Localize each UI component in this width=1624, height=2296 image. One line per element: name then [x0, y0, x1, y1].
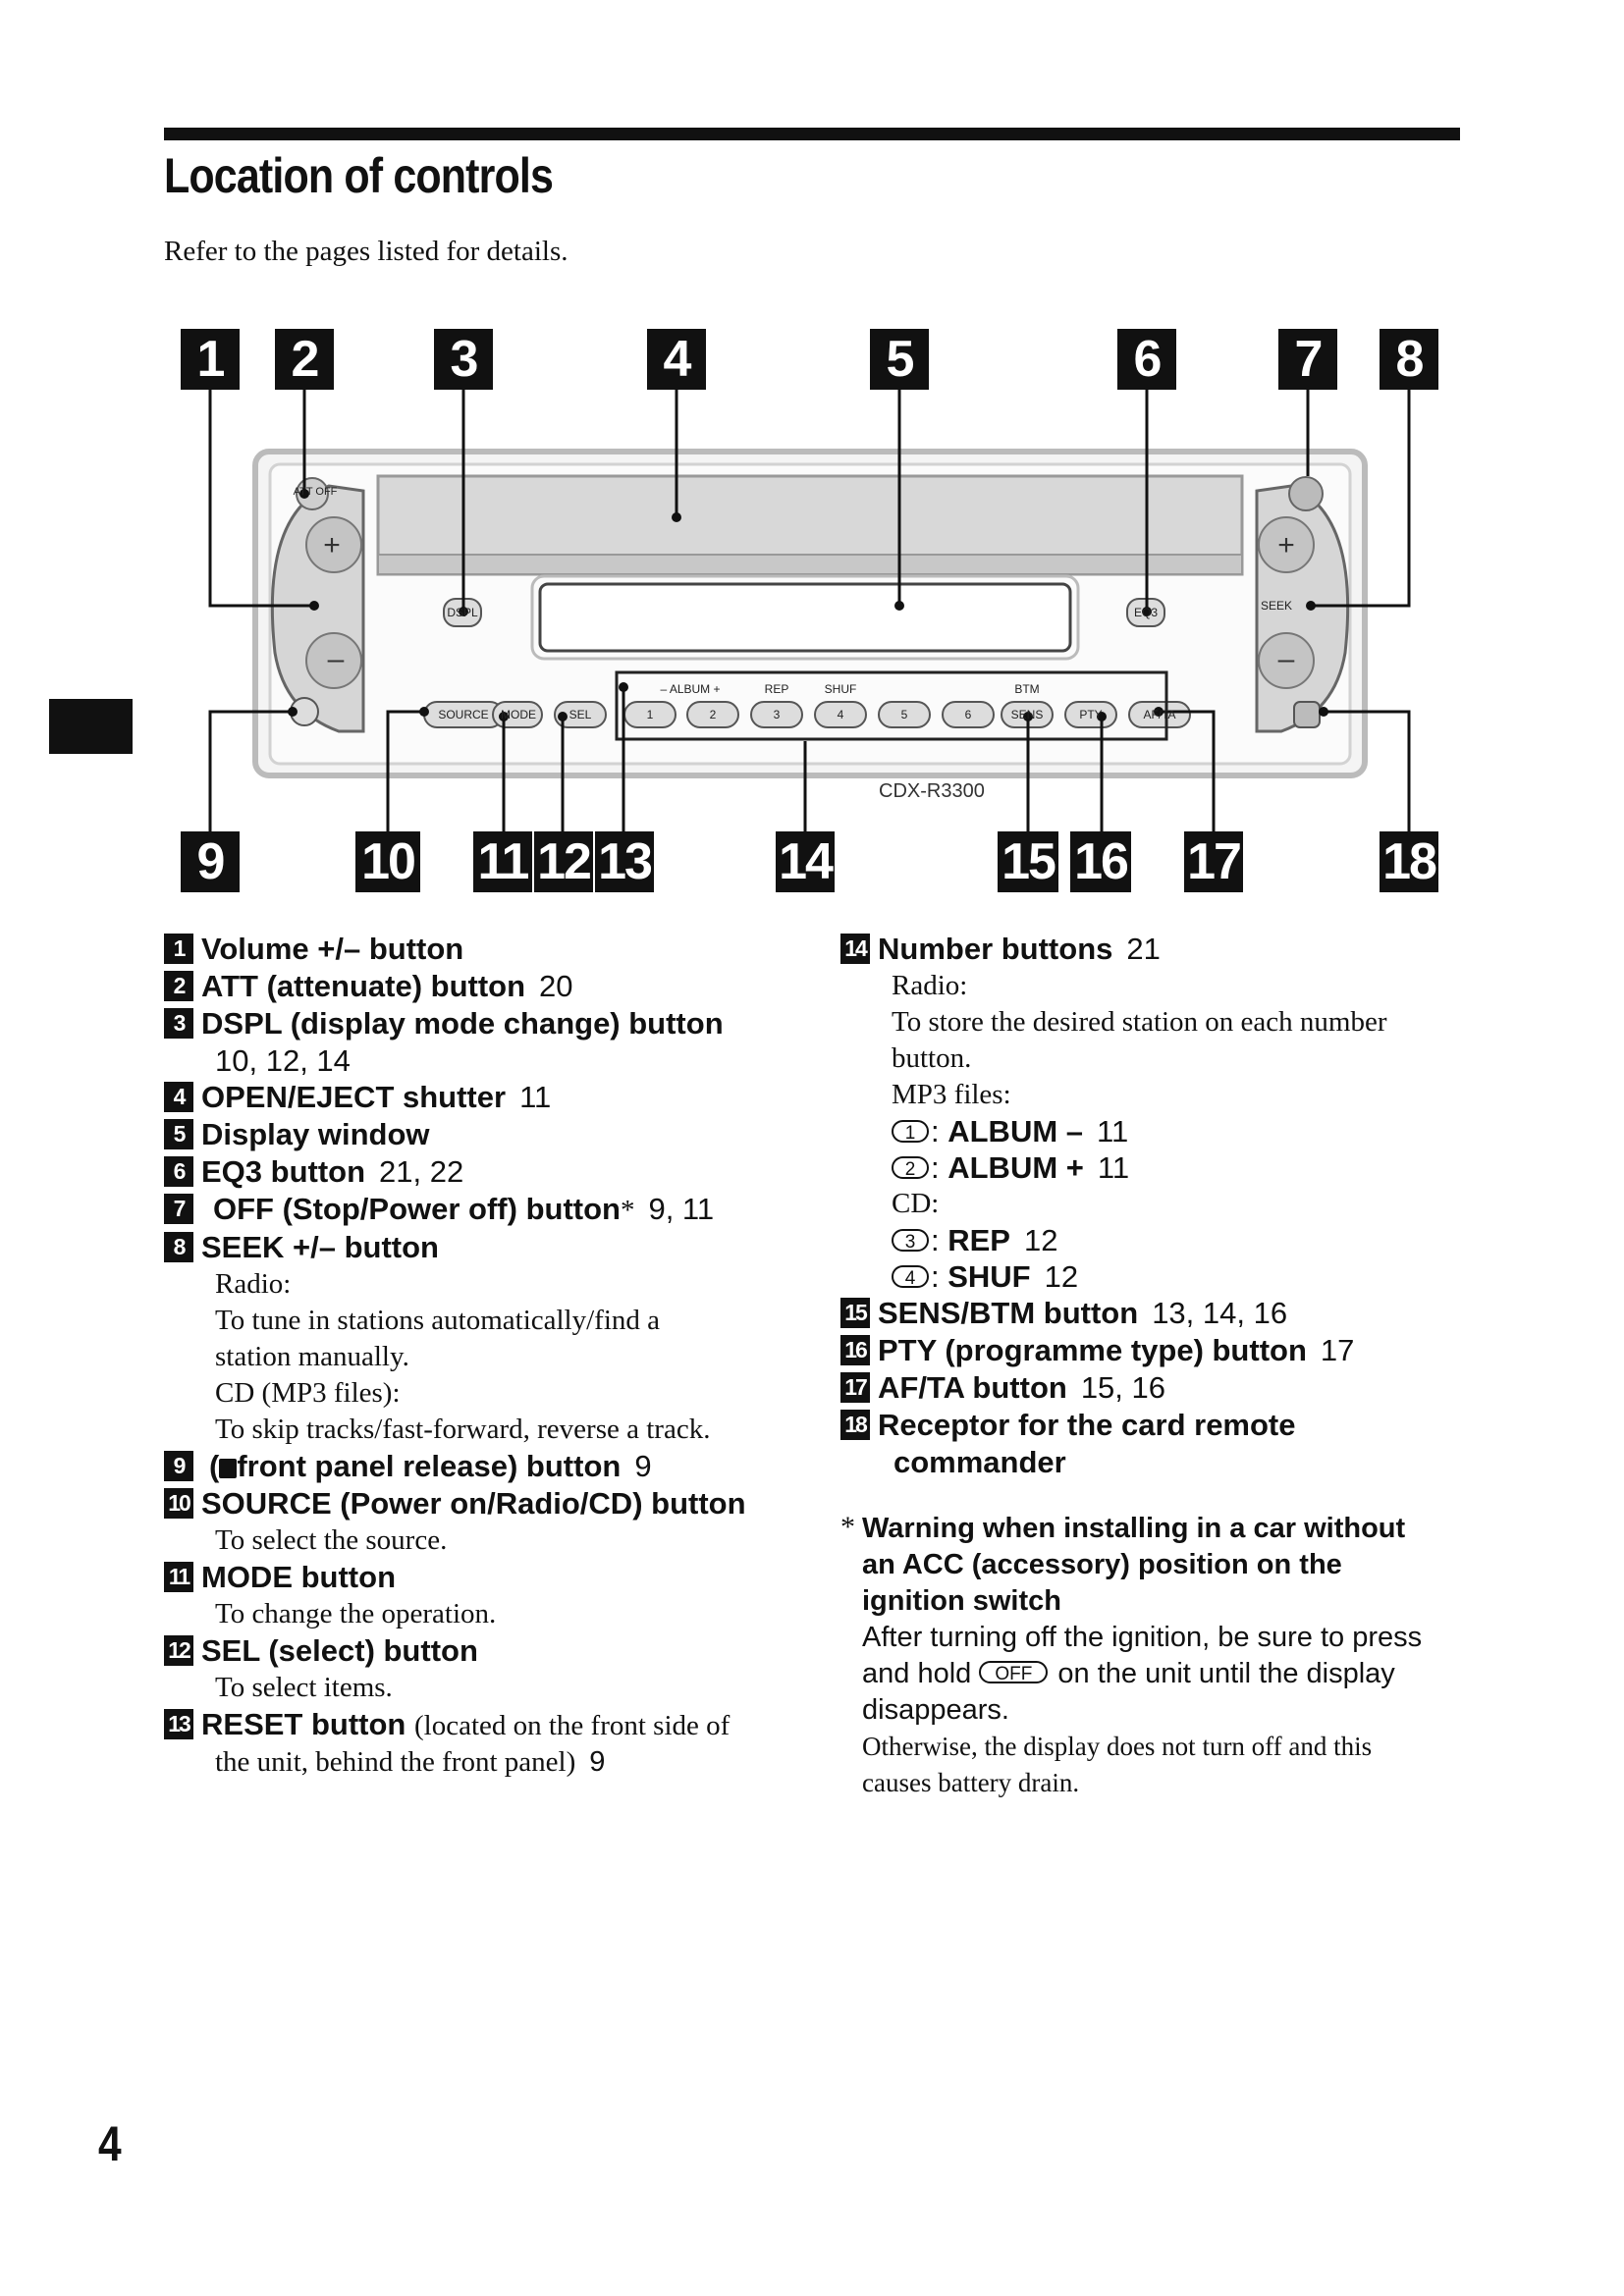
key-line-1: 1 : ALBUM – 11 [878, 1113, 1469, 1149]
item-title: SEEK +/– button [201, 1230, 439, 1264]
item-number: 12 [164, 1635, 193, 1666]
item-note: (located on the front side of [413, 1710, 731, 1741]
item-number: 1 [164, 934, 193, 964]
number-button-6-label: 6 [964, 708, 972, 721]
number-key-4-icon: 4 [892, 1265, 929, 1288]
item-title: SENS/BTM button [878, 1296, 1139, 1330]
shuf-label: SHUF [824, 682, 857, 696]
item-1 [164, 931, 792, 968]
key-line-3: 3 : REP 12 [878, 1222, 1469, 1258]
warning-body-line [862, 1656, 1469, 1692]
model-name: CDX-R3300 [879, 780, 985, 802]
item-desc: To change the operation. [215, 1598, 497, 1629]
item-13 [164, 1706, 792, 1781]
btm-label: BTM [1014, 682, 1040, 696]
item-pages: 12 [1044, 1259, 1079, 1294]
warning-text: on the unit until the display [1057, 1658, 1395, 1689]
item-pages: 10, 12, 14 [215, 1043, 351, 1078]
item-note-line: the unit, behind the front panel) [215, 1746, 576, 1778]
svg-text:–: – [1277, 643, 1295, 675]
callout-16: 16 [1070, 831, 1131, 892]
warning-note-text: Otherwise, the display does not turn off and this [862, 1732, 1373, 1761]
item-pages: 11 [519, 1080, 552, 1114]
warning-note-text: causes battery drain. [862, 1768, 1080, 1797]
item-title: Display window [201, 1117, 430, 1151]
warning-heading: an ACC (accessory) position on the [862, 1549, 1342, 1580]
item-number: 3 [164, 1008, 193, 1039]
album-label: – ALBUM + [660, 682, 721, 696]
item-title: SOURCE (Power on/Radio/CD) button [201, 1486, 746, 1521]
off-button-icon: OFF [979, 1661, 1048, 1683]
svg-text:+: + [1277, 529, 1295, 561]
callout-11: 11 [473, 831, 532, 892]
item-title: ATT (attenuate) button [201, 969, 526, 1003]
att-off-label: ATT OFF [293, 486, 338, 498]
item-number: 6 [164, 1156, 193, 1187]
callout-2: 2 [275, 329, 334, 390]
number-button-2-label: 2 [709, 708, 717, 721]
sel-label: SEL [568, 708, 592, 721]
item-number: 4 [164, 1082, 193, 1112]
item-9 [164, 1448, 792, 1485]
item-pages: 15, 16 [1080, 1370, 1166, 1405]
item-number: 7 [164, 1194, 193, 1224]
item-15 [840, 1295, 1469, 1332]
item-desc: station manually. [215, 1341, 409, 1372]
item-title-cont: commander [893, 1445, 1066, 1479]
item-number: 11 [164, 1562, 193, 1592]
number-key-3-icon: 3 [892, 1229, 929, 1252]
item-title: MODE button [201, 1560, 397, 1594]
number-key-2-icon: 2 [892, 1156, 929, 1179]
key-function: REP [947, 1223, 1010, 1257]
item-title: EQ3 button [201, 1154, 366, 1189]
item-title: front panel release) button [237, 1449, 622, 1483]
item-number: 17 [840, 1372, 870, 1403]
callout-14: 14 [776, 831, 835, 892]
item-desc: button. [892, 1042, 972, 1074]
item-number: 16 [840, 1335, 870, 1365]
item-pages: 11 [1097, 1150, 1130, 1185]
item-14 [840, 931, 1469, 1295]
item-title: PTY (programme type) button [878, 1333, 1307, 1367]
intro-text: Refer to the pages listed for details. [164, 236, 568, 267]
dspl-label: DSPL [447, 606, 478, 619]
item-desc: To select items. [215, 1672, 393, 1703]
item-pages: 9, 11 [648, 1192, 715, 1226]
callout-7: 7 [1278, 329, 1337, 390]
item-8 [164, 1229, 792, 1448]
left-column [164, 931, 792, 1781]
warning-heading: ignition switch [862, 1585, 1061, 1617]
callout-15: 15 [998, 831, 1058, 892]
item-title: DSPL (display mode change) button [201, 1006, 724, 1041]
item-12 [164, 1632, 792, 1706]
front-panel-release-icon [219, 1459, 237, 1478]
warning-text: and hold [862, 1658, 972, 1689]
callout-5: 5 [870, 329, 929, 390]
footnote-star: * [840, 1511, 855, 1543]
item-title: Volume +/– button [201, 932, 464, 966]
callout-12: 12 [534, 831, 593, 892]
item-title: OPEN/EJECT shutter [201, 1080, 507, 1114]
item-number: 10 [164, 1488, 193, 1519]
item-number: 8 [164, 1232, 193, 1262]
item-3 [164, 1005, 792, 1079]
page-title: Location of controls [164, 148, 554, 203]
rep-label: REP [764, 682, 789, 696]
callout-3: 3 [434, 329, 493, 390]
af-ta-label: AF/TA [1143, 708, 1176, 721]
callout-8: 8 [1380, 329, 1438, 390]
source-label: SOURCE [438, 708, 489, 721]
item-pages: 9 [589, 1746, 606, 1778]
item-title: RESET button [201, 1707, 406, 1741]
item-desc: MP3 files: [892, 1079, 1011, 1110]
callout-6: 6 [1117, 329, 1176, 390]
seek-label: SEEK [1260, 599, 1292, 613]
item-title: OFF (Stop/Power off) button [213, 1192, 621, 1226]
item-18 [840, 1407, 1469, 1481]
key-line-4: 4 : SHUF 12 [878, 1258, 1469, 1295]
item-desc: CD: [892, 1188, 940, 1219]
warning-body: disappears. [862, 1694, 1009, 1726]
item-pages: 21, 22 [379, 1154, 464, 1189]
eq3-label: EQ3 [1133, 606, 1158, 619]
mode-label: MODE [501, 708, 536, 721]
item-16 [840, 1332, 1469, 1369]
item-pages: 11 [1097, 1114, 1129, 1148]
item-number: 15 [840, 1298, 870, 1328]
item-number: 2 [164, 971, 193, 1001]
number-button-5-label: 5 [900, 708, 908, 721]
key-function: ALBUM – [947, 1114, 1084, 1148]
item-number: 18 [840, 1410, 870, 1440]
warning-body: After turning off the ignition, be sure to press [862, 1622, 1423, 1653]
item-pages: 13, 14, 16 [1152, 1296, 1288, 1330]
item-11 [164, 1559, 792, 1632]
item-6 [164, 1153, 792, 1191]
item-desc: To tune in stations automatically/find a [215, 1305, 661, 1336]
item-pages: 17 [1320, 1333, 1355, 1367]
footnote-star: * [620, 1195, 635, 1226]
item-title: SEL (select) button [201, 1633, 478, 1668]
item-title: Receptor for the card remote [878, 1408, 1296, 1442]
key-line-2: 2 : ALBUM + 11 [878, 1149, 1469, 1186]
item-desc: To select the source. [215, 1524, 448, 1556]
callout-17: 17 [1184, 831, 1243, 892]
warning-note [840, 1511, 1469, 1801]
callout-10: 10 [355, 831, 420, 892]
number-key-1-icon: 1 [892, 1120, 929, 1143]
item-pages: 12 [1023, 1223, 1058, 1257]
pty-label: PTY [1079, 708, 1103, 721]
item-5 [164, 1116, 792, 1153]
callout-18: 18 [1380, 831, 1438, 892]
item-desc: To store the desired station on each number [892, 1006, 1387, 1038]
callout-4: 4 [647, 329, 706, 390]
item-pages: 20 [539, 969, 573, 1003]
warning-heading: Warning when installing in a car without [862, 1513, 1406, 1544]
callout-9: 9 [181, 831, 240, 892]
item-2 [164, 968, 792, 1005]
right-column [840, 931, 1469, 1801]
sens-label: SENS [1010, 708, 1044, 721]
item-desc: CD (MP3 files): [215, 1377, 401, 1409]
item-number: 14 [840, 934, 870, 964]
item-10 [164, 1485, 792, 1559]
number-button-4-label: 4 [837, 708, 844, 721]
callout-1: 1 [181, 329, 240, 390]
item-number: 9 [164, 1451, 193, 1481]
svg-text:–: – [327, 643, 345, 675]
number-button-1-label: 1 [646, 708, 654, 721]
item-4 [164, 1079, 792, 1116]
top-rule [164, 128, 1460, 140]
item-title: AF/TA button [878, 1370, 1067, 1405]
page-number: 4 [98, 2116, 122, 2171]
item-number: 5 [164, 1119, 193, 1149]
item-title-prefix: ( [209, 1449, 220, 1483]
item-desc: Radio: [215, 1268, 292, 1300]
number-button-3-label: 3 [773, 708, 781, 721]
key-function: SHUF [947, 1259, 1031, 1294]
item-pages: 21 [1126, 932, 1161, 966]
section-tab-marker [49, 699, 133, 754]
callout-13: 13 [595, 831, 654, 892]
item-17 [840, 1369, 1469, 1407]
key-function: ALBUM + [947, 1150, 1084, 1185]
item-desc: Radio: [892, 970, 968, 1001]
control-diagram [167, 319, 1473, 898]
item-title: Number buttons [878, 932, 1113, 966]
item-desc: To skip tracks/fast-forward, reverse a track. [215, 1414, 711, 1445]
item-pages: 9 [634, 1449, 652, 1483]
item-7 [164, 1191, 792, 1229]
svg-text:+: + [323, 529, 341, 561]
item-number: 13 [164, 1709, 193, 1739]
